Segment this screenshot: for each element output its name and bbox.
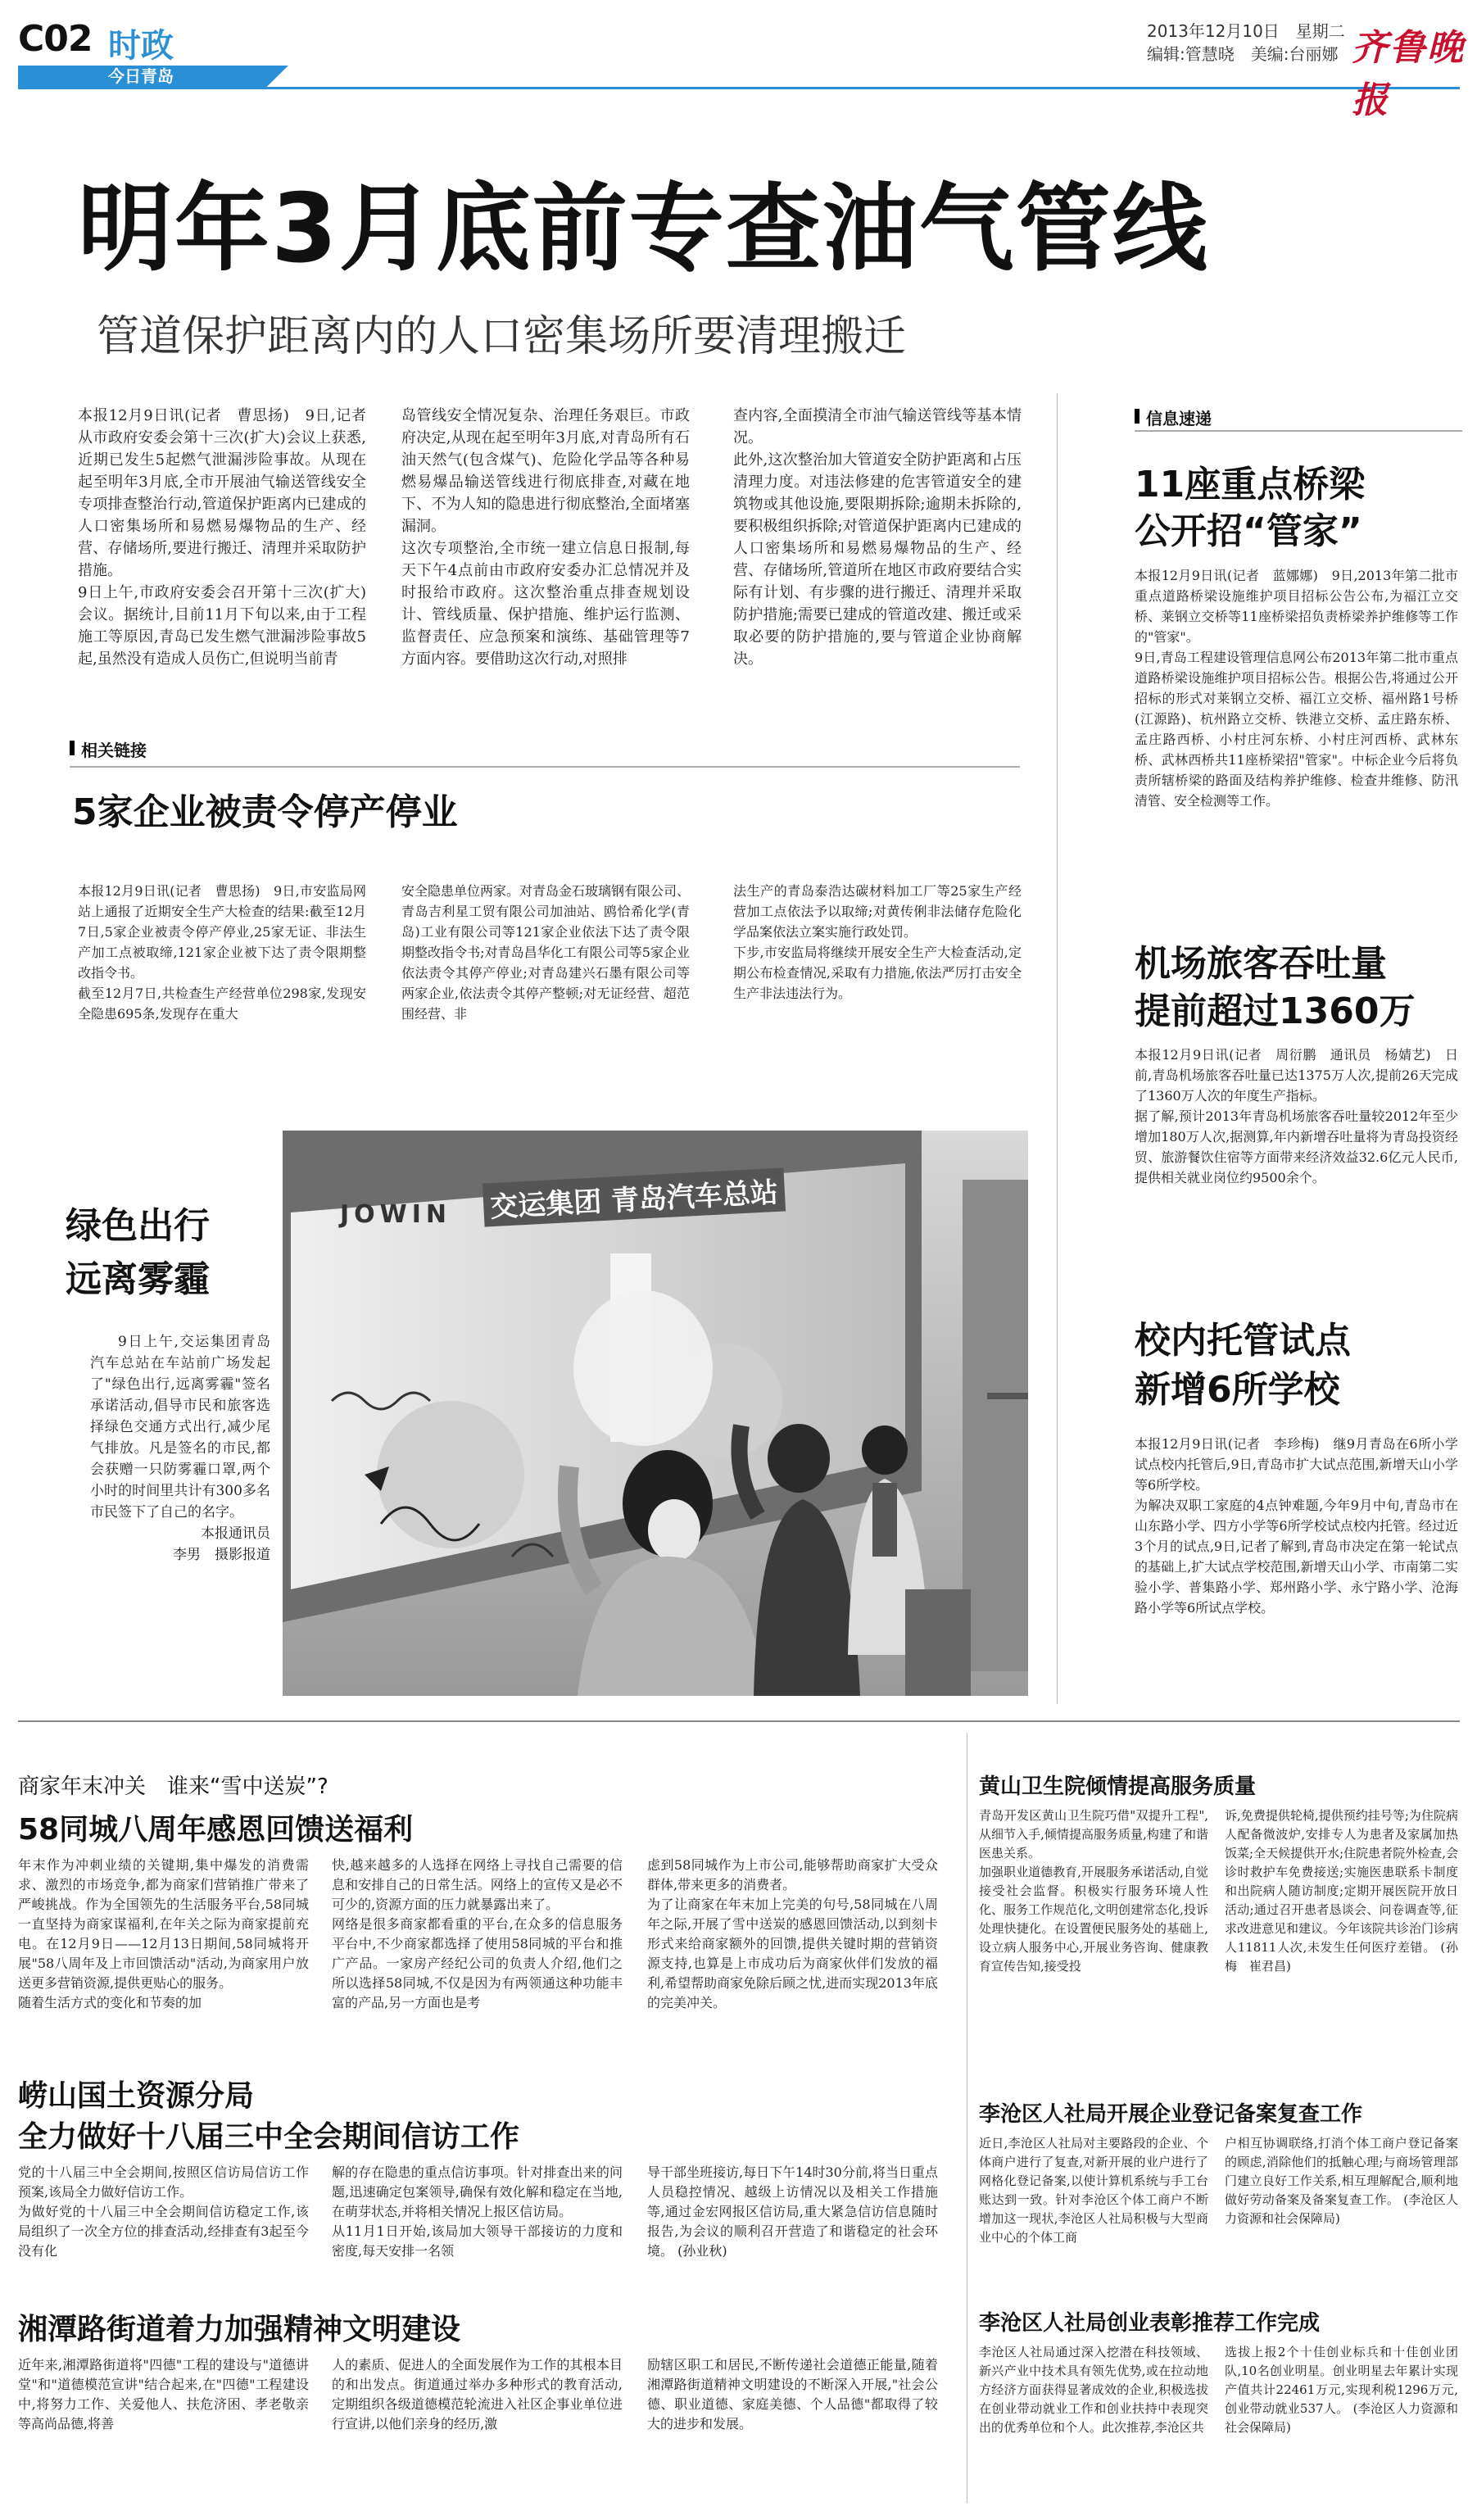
rb3-column-1: 李沧区人社局通过深入挖潜在科技领域、新兴产业中技术具有领先优势,或在拉动地方经济方面获得显著成效的企业,积极选拔在创业带动就业工作和创业扶持中表现突出的优秀单位和个人。此次推荐,李沧区共: [979, 2345, 1208, 2435]
related-column-2: 安全隐患单位两家。对青岛金石玻璃钢有限公司、青岛吉利星工贸有限公司加油站、鸥恰希化学(青岛)工业有限公司等121家企业依法下达了责令限期整改指令书;对青岛昌华化工有限公司等5家企业依法责令其停产停业;对青岛建兴石墨有限公司等两家企业,依法责令其停产整顿;对无证经营、超范围经营、非: [401, 883, 691, 1022]
sidebar-item-1-headline-2: 公开招“管家”: [1135, 510, 1362, 552]
photo-story-headline-2: 远离雾霾: [66, 1258, 210, 1300]
photo-story-text: 9日上午,交运集团青岛汽车总站在车站前广场发起了"绿色出行,远离雾霾"签名承诺活动,倡导市民和旅客选择绿色交通方式出行,减少尾气排放。凡是签名的市民,都会获赠一只防雾霾口罩,两个小时的时间里共计有300多名市民签下了自己的名字。: [90, 1334, 270, 1521]
story2-column-3-text: 导干部坐班接访,每日下午14时30分前,将当日重点人员稳控情况、越级上访情况以及相关工作措施等,通过金宏网报区信访局,重大紧急信访信息随时报告,为会议的顺利召开营造了和谐稳定的社会环境。: [647, 2164, 938, 2259]
sidebar-item-3-headline-2: 新增6所学校: [1135, 1369, 1340, 1411]
rb3-byline: (李沧区人力资源和社会保障局): [1225, 2401, 1458, 2435]
sidebar-item-1-body: 本报12月9日讯(记者 蓝娜娜) 9日,2013年第二批市重点道路桥梁设施维护项目招标公告公布,为福江立交桥、莱钢立交桥等11座桥梁招负责桥梁养护维修等工作的"管家"。 9日,青岛工程建设管理信息网公布2013年第二批市重点道路桥梁设施维护项目招标公告。根据公告,将通过公开招标的形式对莱钢立交桥、福江立交桥、福州路1号桥(江源路)、杭州路立交桥、铁港立交桥、孟庄路东桥、孟庄路西桥、小村庄河东桥、小村庄河西桥、武林东桥、武林西桥共11座桥梁招"管家"。中标企业今后将负责所辖桥梁的路面及结构养护维修、检查井维修、防汛清管、安全检测等工作。: [1135, 568, 1458, 809]
related-tag: 相关链接: [70, 737, 147, 761]
rb2-byline: (李沧区人力资源和社会保障局): [1225, 2192, 1458, 2226]
related-column-3: 法生产的青岛泰浩达碳材料加工厂等25家生产经营加工点依法予以取缔;对黄传俐非法储存危险化学品案依法立案实施行政处罚。 下步,市安监局将继续开展安全生产大检查活动,定期公布检查情况,采取有力措施,依法严厉打击安全生产非法违法行为。: [733, 883, 1022, 1001]
story2-headline-1: 崂山国土资源分局: [18, 2079, 255, 2113]
rb2-column-1: 近日,李沧区人社局对主要路段的企业、个体商户进行了复查,对新开展的业户进行了网格化登记备案,以使计算机系统与手工台账达到一致。针对李沧区个体工商户不断增加这一现状,李沧区人社局积极与大型商业中心的个体工商: [979, 2136, 1208, 2245]
page-code: C02: [18, 18, 93, 60]
photo-story-body: [90, 1331, 270, 1566]
editors-credit: 编辑:管慧晓 美编:台丽娜: [1147, 44, 1339, 64]
ad1-kicker: 商家年末冲关 谁来“雪中送炭”?: [18, 1774, 328, 1799]
header-rule: [18, 87, 1460, 89]
bottom-section-rule: [18, 1720, 1460, 1722]
sidebar-item-2-body: 本报12月9日讯(记者 周衍鹏 通讯员 杨婧艺) 日前,青岛机场旅客吞吐量已达1375万人次,提前26天完成了1360万人次的年度生产指标。 据了解,预计2013年青岛机场旅客吞吐量较2012年至少增加180万人次,据测算,年内新增吞吐量将为青岛投资经贸、旅游餐饮住宿等方面带来经济效益32.6亿元人民币,提供相关就业岗位约9500余个。: [1135, 1047, 1458, 1185]
lead-column-3: 查内容,全面摸清全市油气输送管线等基本情况。 此外,这次整治加大管道安全防护距离和占压清理力度。对违法修建的危害管道安全的建筑物或其他设施,要限期拆除;逾期未拆除的,要积极组织拆除;对管道保护距离内已建成的人口密集场所和易燃易爆物品的生产、经营、存储场所,管道所在地区市政府要结合实际有计划、有步骤的进行搬迁、清理并采取防护措施;需要已建成的管道改建、搬迁或采取必要的防护措施的,要与管道企业协商解决。: [733, 407, 1022, 668]
story3-column-3: 励辖区职工和居民,不断传递社会道德正能量,随着湘潭路街道精神文明建设的不断深入开展,"社会公德、职业道德、家庭美德、个人品德"都取得了较大的进步和发展。: [647, 2357, 938, 2432]
related-headline: 5家企业被责令停产停业: [72, 791, 458, 833]
photo-byline-1: 本报通讯员: [201, 1525, 270, 1542]
sidebar-item-1-headline-1: 11座重点桥梁: [1135, 464, 1366, 505]
rb3-column-2-text: 选拔上报2个十佳创业标兵和十佳创业团队,10名创业明星。创业明星去年累计实现产值共计22461万元,实现利税1296万元,创业带动就业537人。: [1225, 2345, 1458, 2416]
ad1-column-1: 年末作为冲刺业绩的关键期,集中爆发的消费需求、激烈的市场竞争,都为商家们营销推广带来了严峻挑战。作为全国领先的生活服务平台,58同城一直坚持为商家谋福利,在年关之际为商家提前充电。在12月9日——12月13日期间,58同城将开展"58八周年及上市回馈活动"活动,为商家用户放送更多营销资源,提供更贴心的服务。 随着生活方式的变化和节奏的加: [18, 1857, 309, 2010]
story2-column-2: 解的存在隐患的重点信访事项。针对排查出来的问题,迅速确定包案领导,确保有效化解和稳定在当地,在萌芽状态,并将相关情况上报区信访局。 从11月1日开始,该局加大领导干部接访的力度和密度,每天安排一名领: [332, 2164, 623, 2259]
photo-story-headline-1: 绿色出行: [66, 1205, 210, 1247]
subsection-name: 今日青岛: [108, 66, 174, 86]
photo-sign-brand: JOWIN: [340, 1200, 452, 1229]
story2-column-1: 党的十八届三中全会期间,按照区信访局信访工作预案,该局全力做好信访工作。 为做好党的十八届三中全会期间信访稳定工作,该局组织了一次全方位的排查活动,经排查有3起至今没有化: [18, 2164, 309, 2259]
story3-headline: 湘潭路街道着力加强精神文明建设: [18, 2313, 461, 2346]
rb2-column-2: [1225, 2134, 1458, 2228]
related-rule: [70, 766, 1020, 768]
rb1-column-2-text: 诉,免费提供轮椅,提供预约挂号等;为住院病人配备微波炉,安排专人为患者及家属加热饭菜;全天候提供开水;住院患者院外检查,会诊时救护车免费接送;实施医患联系卡制度和出院病人随访制度;定期开展医院开放日活动;通过召开患者恳谈会、问卷调查等,征求改进意见和建议。今年该院共诊治门诊病人11811人次,未发生任何医疗差错。: [1225, 1808, 1459, 1955]
news-photo: [283, 1131, 1028, 1696]
paper-logo: 齐鲁晚报: [1352, 27, 1465, 121]
photo-sign-text: 交运集团 青岛汽车总站: [483, 1167, 786, 1226]
sidebar-item-3-headline-1: 校内托管试点: [1135, 1320, 1351, 1362]
ad1-column-2: 快,越来越多的人选择在网络上寻找自己需要的信息和安排自己的日常生活。网络上的宣传又是必不可少的,资源方面的压力就暴露出来了。 网络是很多商家都看重的平台,在众多的信息服务平台中,不少商家都选择了使用58同城的平台和推广产品。一家房产经纪公司的负责人介绍,他们之所以选择58同城,不仅是因为有两领通这种功能丰富的产品,另一方面也是考: [332, 1857, 623, 2010]
related-column-1: 本报12月9日讯(记者 曹思扬) 9日,市安监局网站上通报了近期安全生产大检查的结果:截至12月7日,5家企业被责令停产停业,25家无证、非法生产加工点被取缔,121家企业被下达了责令限期整改指令书。 截至12月7日,共检查生产经营单位298家,发现安全隐患695条,发现存在重大: [78, 883, 366, 1022]
sidebar-item-3-body: 本报12月9日讯(记者 李珍梅) 继9月青岛在6所小学试点校内托管后,9日,青岛市扩大试点范围,新增天山小学等6所学校。 为解决双职工家庭的4点钟难题,今年9月中旬,青岛市在山东路小学、四方小学等6所学校试点校内托管。经过近3个月的试点,9日,记者了解到,青岛市决定在第一轮试点的基础上,扩大试点学校范围,新增天山小学、市南第二实验小学、普集路小学、郑州路小学、永宁路小学、沧海路小学等6所试点学校。: [1135, 1436, 1458, 1616]
sidebar-divider: [1057, 393, 1058, 1704]
lead-headline: 明年3月底前专查油气管线: [78, 174, 1209, 284]
photo-byline-2: 李男 摄影报道: [173, 1547, 270, 1563]
story3-column-2: 人的素质、促进人的全面发展作为工作的其根本目的和出发点。街道通过举办多种形式的教育活动,定期组织各级道德模范轮流进入社区企事业单位进行宣讲,以他们亲身的经历,激: [332, 2357, 623, 2432]
story2-byline: (孙业秋): [677, 2243, 727, 2259]
rb3-headline: 李沧区人社局创业表彰推荐工作完成: [979, 2311, 1321, 2336]
rb1-column-1: 青岛开发区黄山卫生院巧借"双提升工程",从细节入手,倾情提高服务质量,构建了和谐医患关系。 加强职业道德教育,开展服务承诺活动,自觉接受社会监督。积极实行服务环境人性化、服务工作规范化,文明创建常态化,投诉处理快捷化。在设置便民服务处的基础上,设立病人服务中心,开展业务咨询、健康教育宣传告知,接受投: [979, 1808, 1208, 1974]
story2-column-3: [647, 2163, 938, 2261]
rb3-column-2: [1225, 2343, 1458, 2437]
sidebar-item-2-headline-1: 机场旅客吞吐量: [1135, 943, 1387, 985]
sidebar-rule: [1135, 430, 1462, 432]
ad1-column-3: 虑到58同城作为上市公司,能够帮助商家扩大受众群体,带来更多的消费者。 为了让商家在年末加上完美的句号,58同城在八周年之际,开展了雪中送炭的感恩回馈活动,以到刻卡形式来给商家额外的回馈,提供关键时期的营销资源支持,也算是上市成功后为商家伙伴们发放的福利,希望帮助商家免除后顾之忧,进而实现2013年底的完美冲关。: [647, 1857, 938, 2010]
section-name: 时政: [108, 27, 174, 65]
issue-date: 2013年12月10日 星期二: [1147, 21, 1345, 41]
lead-column-1: 本报12月9日讯(记者 曹思扬) 9日,记者从市政府安委会第十三次(扩大)会议上获悉,近期已发生5起燃气泄漏涉险事故。从现在起至明年3月底,全市开展油气输送管线安全专项排查整治行动,管道保护距离内已建成的人口密集场所和易燃易爆物品的生产、经营、存储场所,要进行搬迁、清理并采取防护措施。 9日上午,市政府安委会召开第十三次(扩大)会议。据统计,目前11月下旬以来,由于工程施工等原因,青岛已发生燃气泄漏涉险事故5起,虽然没有造成人员伤亡,但说明当前青: [78, 407, 366, 668]
lead-column-2: 岛管线安全情况复杂、治理任务艰巨。市政府决定,从现在起至明年3月底,对青岛所有石油天然气(包含煤气)、危险化学品等各种易燃易爆品输送管线进行彻底排查,对藏在地下、不为人知的隐患进行彻底整治,全面堵塞漏洞。 这次专项整治,全市统一建立信息日报制,每天下午4点前由市政府安委办汇总情况并及时报给市政府。这次整治重点排查规划设计、管线质量、保护措施、维护运行监测、监督责任、应急预案和演练、基础管理等7方面内容。要借助这次行动,对照排: [401, 407, 690, 668]
sidebar-item-2-headline-2: 提前超过1360万: [1135, 990, 1416, 1032]
ad1-headline: 58同城八周年感恩回馈送福利: [18, 1813, 414, 1847]
sidebar-tag: 信息速递: [1135, 406, 1212, 429]
story3-column-1: 近年来,湘潭路街道将"四德"工程的建设与"道德讲堂"和"道德模范宣讲"结合起来,在"四德"工程建设中,将努力工作、关爱他人、扶危济困、孝老敬亲等高尚品德,将善: [18, 2357, 309, 2432]
rb1-column-2: [1225, 1806, 1458, 1976]
lead-subheadline: 管道保护距离内的人口密集场所要清理搬迁: [97, 312, 907, 361]
rb1-headline: 黄山卫生院倾情提高服务质量: [979, 1774, 1257, 1799]
rb1-byline: (孙梅 崔君昌): [1225, 1940, 1458, 1974]
rb2-headline: 李沧区人社局开展企业登记备案复查工作: [979, 2102, 1363, 2127]
rb2-column-2-text: 户相互协调联络,打消个体工商户登记备案的顾虑,消除他们的抵触心理;与商场管理部门建立良好工作关系,相互理解配合,顺利地做好劳动备案及备案复查工作。: [1225, 2136, 1458, 2207]
story2-headline-2: 全力做好十八届三中全会期间信访工作: [18, 2120, 520, 2154]
